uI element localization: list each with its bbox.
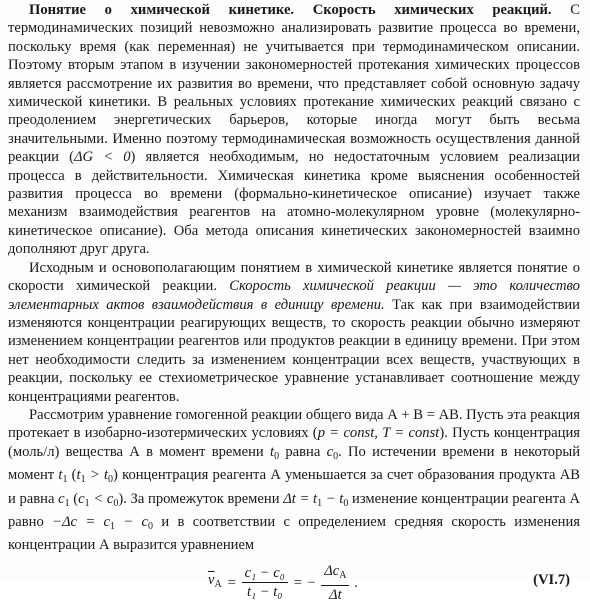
paragraph-text: ) является необходимым, но недостаточным условием реализации процесса в действительности. Химическая кинетика кроме выяснения особенностей развития процесса во времени (формально-кинетическое описание) изучает также механизм взаимодействия реагентов на атомно-молекулярном уровне (молекулярно-кинетическое описание). Оба метода описания кинетических закономерностей взаимно дополняют друг друга. (8, 149, 580, 258)
paragraph-text: Рассмотрим уравнение гомогенной реакции общего вида А + В = АВ. Пусть эта реакция протекает в изобарно-изотермических условиях ( (8, 406, 580, 442)
equals-minus-sign: = − (292, 574, 317, 591)
fraction-delta (321, 563, 349, 603)
paragraph-average-rate (8, 406, 580, 555)
fraction-numerator: $\Delta c_A$ (321, 563, 349, 586)
paragraph-text: ) концентрация реагента А уменьшается за счет образования продукта АВ и равна (8, 467, 580, 507)
conc-c1: $c_1$ (58, 490, 70, 509)
paragraph-text: . По истечении времени в некоторый момент (8, 443, 580, 484)
average-rate-equation (208, 563, 358, 603)
section-title: Понятие о химической кинетике. Скорость химических реакций. (29, 2, 552, 18)
conc-c0: $c_0$ (326, 443, 339, 462)
fraction-numerator: c₁ − c₀ (242, 565, 288, 583)
paragraph-text: С термодинамических позиций невозможно анализировать развитие процесса во времени, поскольку время (как переменная) не учитывается при термодинамическом описании. Поэтому вторым этапом в изучении закономерностей протекания химических процессов является рассмотрение их развития во времени, что представляет собой основную задачу химической кинетики. В реальных условиях протекание химических реакций связано с преодолением энергетических барьеров, которые иногда могут быть весьма значительными. Именно поэтому термодинамическая возможность осуществления данной реакции ( (8, 2, 580, 166)
fraction-concentration-over-time (242, 565, 288, 600)
equation-period: . (354, 574, 359, 591)
paragraph-kinetics-intro (8, 1, 580, 259)
time-interval: $\Delta t = t_1 - t_0$ (283, 490, 349, 509)
paragraph-reaction-rate (8, 259, 580, 406)
fraction-denominator: Δt (329, 586, 342, 603)
paragraph-text: Так как при взаимодействии изменяются концентрации реагирующих веществ, то скорость реакции обычно измеряют изменением концентрации реагентов или продуктов реакции в единицу времени. При этом нет необходимости следить за изменением концентрации всех веществ, участвующих в реакции, поскольку ее стехиометрическое уравнение устанавливает соотношение между концентрациями реагентов. (8, 296, 580, 405)
equation-lhs: $\overline{v}_A$ (208, 572, 222, 591)
paragraph-text: равна (279, 443, 327, 460)
equation-number: (VI.7) (533, 571, 570, 588)
time-t1: $t_1$ (58, 467, 68, 486)
gibbs-condition: ΔG < 0 (73, 149, 131, 166)
paragraph-text: и в соответствии с определением средняя скорость изменения концентрации А выразится уравнением (8, 513, 581, 554)
paragraph-text: ). Пусть концентрация (моль/л) вещества А в момент времени (8, 425, 580, 460)
paragraph-text: изменение концентрации реагента А равно (8, 490, 580, 530)
time-t0: $t_0$ (270, 443, 280, 462)
rate-definition: Скорость химической реакции — это количество элементарных актов взаимодействия в единицу времени. (8, 278, 580, 313)
equation-block (8, 559, 580, 605)
fraction-denominator: t₁ − t₀ (247, 584, 283, 601)
conc-change: $-\Delta c = c_1 - c_0$ (52, 513, 153, 532)
time-inequality: $t_1 > t_0$ (76, 467, 113, 486)
paragraph-text: ). За промежуток времени (118, 490, 284, 507)
equals-sign: = (226, 574, 237, 591)
isobaric-conditions: p = const, T = const (317, 425, 440, 442)
paragraph-text: ( (67, 467, 77, 484)
paragraph-text: ( (69, 490, 79, 507)
conc-inequality: $c_1 < c_0$ (78, 490, 119, 509)
paragraph-text: Исходным и основополагающим понятием в химической кинетике является понятие о скорости химической реакции. (8, 259, 580, 295)
